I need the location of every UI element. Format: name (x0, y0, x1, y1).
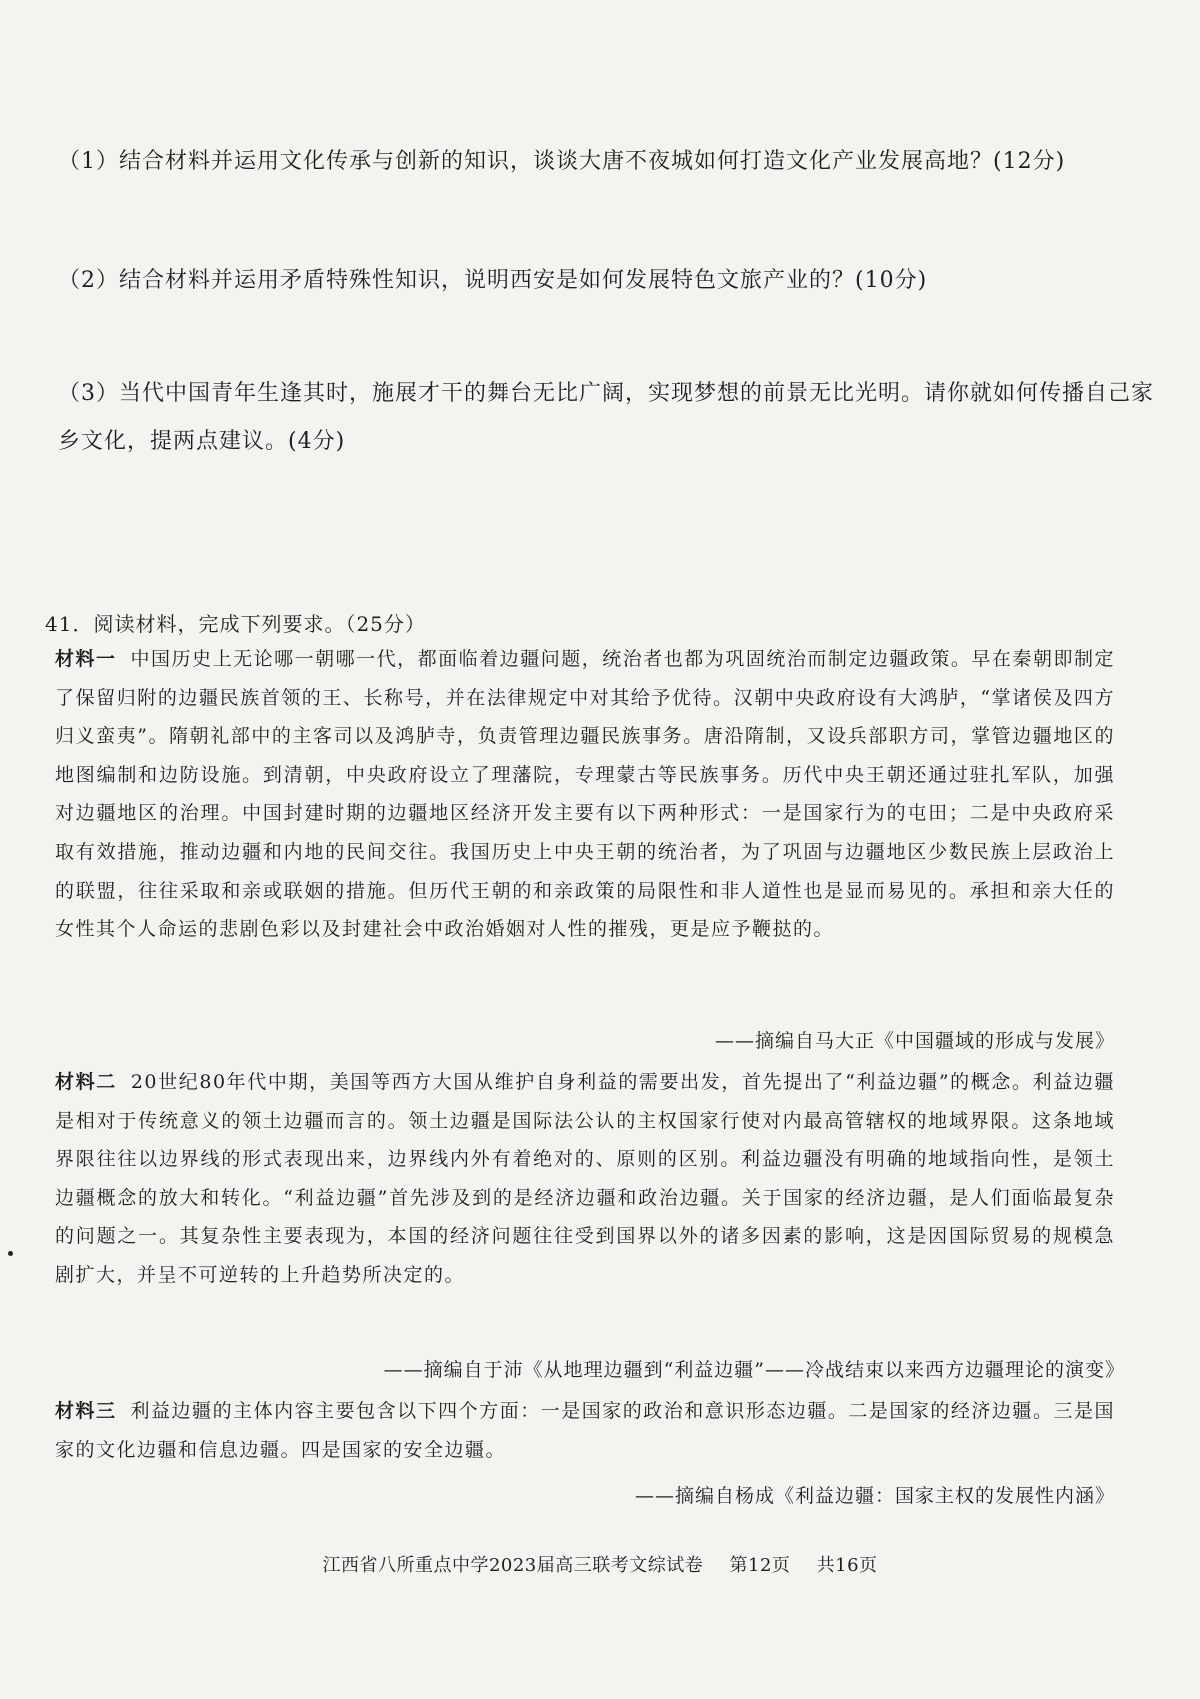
material-3 (55, 1392, 1115, 1469)
material-3-label: 材料三 (55, 1400, 117, 1422)
material-3-source: ——摘编自杨成《利益边疆：国家主权的发展性内涵》 (634, 1485, 1115, 1507)
material-3-text: 利益边疆的主体内容主要包含以下四个方面：一是国家的政治和意识形态边疆。二是国家的经济边疆。三是国家的文化边疆和信息边疆。四是国家的安全边疆。 (55, 1400, 1115, 1461)
material-1-label: 材料一 (55, 648, 117, 670)
question-40-3: （3）当代中国青年生逢其时，施展才干的舞台无比广阔，实现梦想的前景无比光明。请你就如何传播自己家乡文化，提两点建议。(4分) (58, 381, 1155, 454)
footer-page-number: 第12页 (729, 1555, 791, 1576)
margin-dot (8, 1251, 13, 1256)
footer-exam-title: 江西省八所重点中学2023届高三联考文综试卷 (322, 1555, 704, 1576)
material-1-source: ——摘编自马大正《中国疆域的形成与发展》 (714, 1030, 1115, 1052)
material-2-text: 20世纪80年代中期，美国等西方大国从维护自身利益的需要出发，首先提出了“利益边疆”的概念。利益边疆是相对于传统意义的领土边疆而言的。领土边疆是国际法公认的主权国家行使对内最高管辖权的地域界限。这条地域界限往往以边界线的形式表现出来，边界线内外有着绝对的、原则的区别。利益边疆没有明确的地域指向性，是领土边疆概念的放大和转化。“利益边疆”首先涉及到的是经济边疆和政治边疆。关于国家的经济边疆，是人们面临最复杂的问题之一。其复杂性主要表现为，本国的经济问题往往受到国界以外的诸多因素的影响，这是因国际贸易的规模急剧扩大，并呈不可逆转的上升趋势所决定的。 (55, 1071, 1115, 1286)
footer-total-pages: 共16页 (816, 1555, 878, 1576)
question-40-1: （1）结合材料并运用文化传承与创新的知识，谈谈大唐不夜城如何打造文化产业发展高地？(12分) (58, 149, 1066, 174)
question-40-2: （2）结合材料并运用矛盾特殊性知识，说明西安是如何发展特色文旅产业的？(10分) (58, 268, 928, 293)
material-1-text: 中国历史上无论哪一朝哪一代，都面临着边疆问题，统治者也都为巩固统治而制定边疆政策。早在秦朝即制定了保留归附的边疆民族首领的王、长称号，并在法律规定中对其给予优待。汉朝中央政府设有大鸿胪，“掌诸侯及四方归义蛮夷”。隋朝礼部中的主客司以及鸿胪寺，负责管理边疆民族事务。唐沿隋制，又设兵部职方司，掌管边疆地区的地图编制和边防设施。到清朝，中央政府设立了理藩院，专理蒙古等民族事务。历代中央王朝还通过驻扎军队，加强对边疆地区的治理。中国封建时期的边疆地区经济开发主要有以下两种形式：一是国家行为的屯田；二是中央政府采取有效措施，推动边疆和内地的民间交往。我国历史上中央王朝的统治者，为了巩固与边疆地区少数民族上层政治上的联盟，往往采取和亲或联姻的措施。但历代王朝的和亲政策的局限性和非人道性也是显而易见的。承担和亲大任的女性其个人命运的悲剧色彩以及封建社会中政治婚姻对人性的摧残，更是应予鞭挞的。 (55, 648, 1115, 941)
page-footer (0, 1551, 1200, 1577)
material-2-source: ——摘编自于沛《从地理边疆到“利益边疆”——冷战结束以来西方边疆理论的演变》 (383, 1359, 1125, 1381)
material-2 (55, 1063, 1115, 1295)
material-1 (55, 640, 1115, 949)
material-2-label: 材料二 (55, 1071, 117, 1093)
question-41-heading: 41．阅读材料，完成下列要求。（25分） (45, 612, 426, 636)
